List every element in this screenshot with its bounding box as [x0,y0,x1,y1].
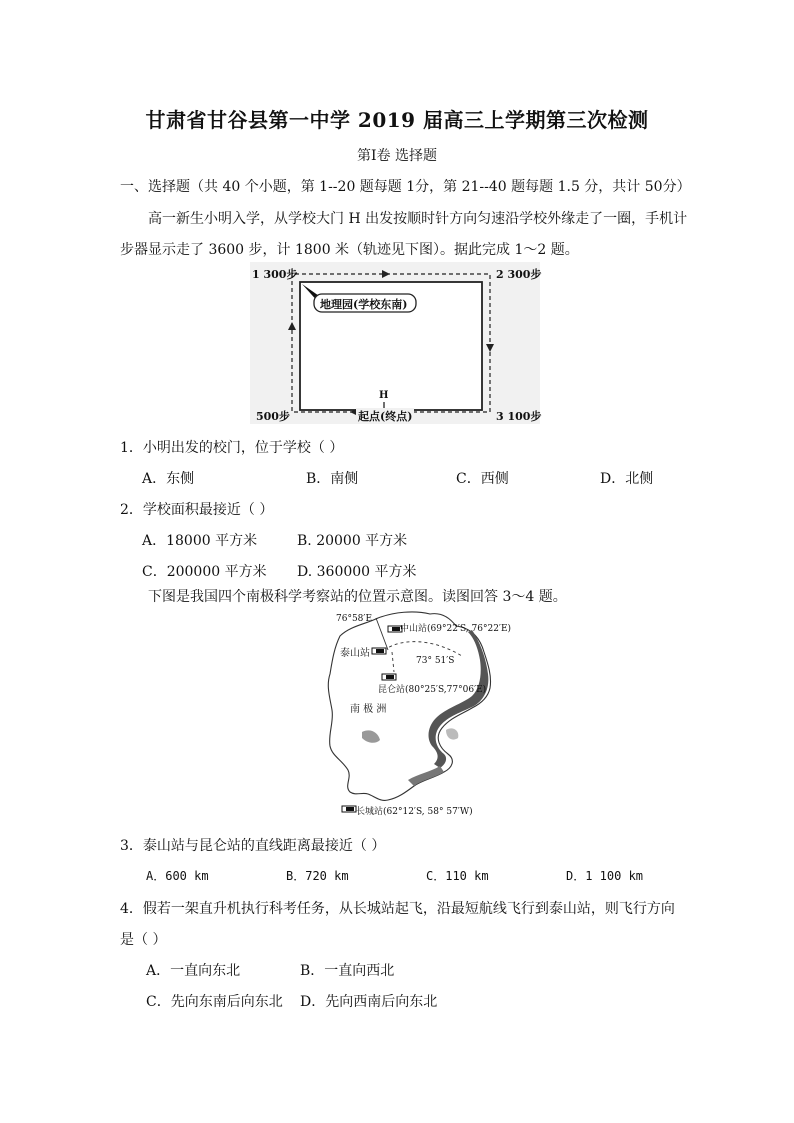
longitude-label: 76°58′E [336,614,373,624]
question-2-option-d: D. 360000 平方米 [297,564,417,580]
question-4-stem-line1: 4．假若一架直升机执行科考任务，从长城站起飞，沿最短航线飞行到泰山站，则飞行方向 [120,901,675,917]
kunlun-station-label: 昆仑站(80°25′S,77°06′E) [378,685,487,695]
corner-label-top-right: 2 300步 [496,268,542,281]
question-1-option-a: A．东侧 [142,471,195,487]
question-3-option-c: C．110 km [426,869,489,883]
question-1-option-d: D．北侧 [600,471,654,487]
gate-h-label: H [379,390,389,401]
school-route-diagram [250,262,540,424]
antarctic-stations-map [322,608,512,822]
latitude-label: 73° 51′S [416,656,455,666]
changcheng-station-label: 长城站(62°12′S, 58° 57′W) [356,807,473,817]
question-2-option-b: B. 20000 平方米 [297,533,408,549]
question-3-option-b: B．720 km [286,869,349,883]
question-4-option-b: B．一直向西北 [300,963,395,979]
antarctica-label: 南 极 洲 [350,704,387,715]
question-3-option-a: A．600 km [146,869,209,883]
question-4-option-d: D．先向西南后向东北 [300,994,438,1010]
question-1-option-c: C．西侧 [456,471,509,487]
page-title: 甘肃省甘谷县第一中学 2019 届高三上学期第三次检测 [145,108,649,132]
question-4-stem-line2: 是（ ） [120,932,167,948]
question-2-option-c: C．200000 平方米 [142,564,267,580]
corner-label-top-left: 1 300步 [252,268,298,281]
passage1-line1: 高一新生小明入学，从学校大门 H 出发按顺时针方向匀速沿学校外缘走了一圈，手机计 [148,211,688,227]
question-4-option-a: A．一直向东北 [146,963,241,979]
passage1-line2: 步器显示走了 3600 步，计 1800 米（轨迹见下图）。据此完成 1～2 题。 [120,242,579,258]
question-3-option-d: D．1 100 km [566,869,644,883]
question-1-stem: 1．小明出发的校门，位于学校（ ） [120,440,344,456]
antarctica-outline-map [322,608,508,822]
corner-label-bottom-right: 3 100步 [496,410,542,423]
section-subtitle: 第Ⅰ卷 选择题 [357,148,437,164]
start-end-label: 起点(终点) [358,410,413,423]
zhongshan-station-label: 中山站(69°22′S, 76°22′E) [400,624,512,634]
school-route-figure [250,262,540,424]
passage2-line1: 下图是我国四个南极科学考察站的位置示意图。读图回答 3～4 题。 [148,589,567,605]
question-1-option-b: B．南侧 [306,471,359,487]
taishan-station-label: 泰山站 [340,648,370,659]
section-heading: 一、选择题（共 40 个小题，第 1--20 题每题 1分，第 21--40 题每题 1.5 分，共计 50分） [120,179,691,195]
question-4-option-c: C．先向东南后向东北 [146,994,283,1010]
corner-label-bottom-left: 500步 [256,410,290,423]
geography-garden-callout: 地理园(学校东南) [320,298,408,311]
question-3-stem: 3．泰山站与昆仑站的直线距离最接近（ ） [120,838,386,854]
question-2-stem: 2．学校面积最接近（ ） [120,502,274,518]
question-2-option-a: A．18000 平方米 [142,533,258,549]
